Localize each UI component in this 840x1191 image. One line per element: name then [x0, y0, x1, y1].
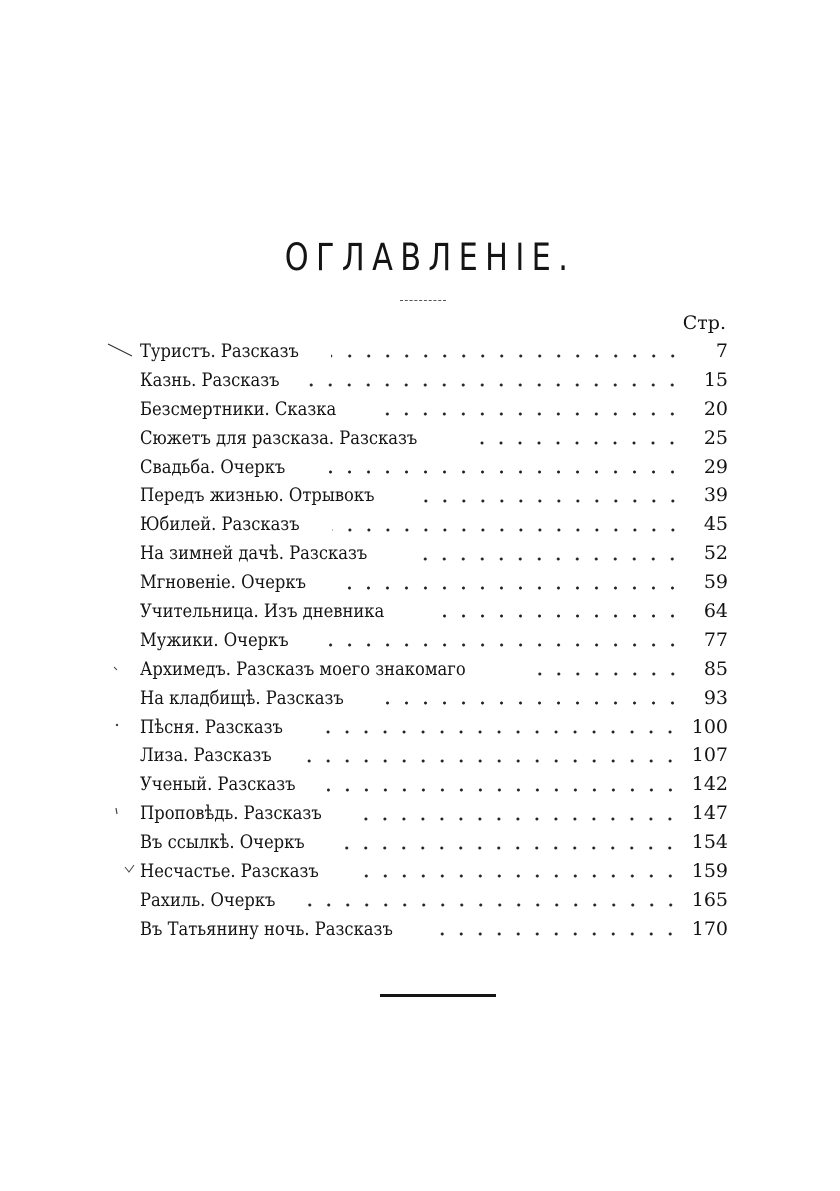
dot-leader	[331, 353, 682, 359]
dot-leader	[299, 758, 680, 764]
toc-entry-title: Туристъ. Разсказъ	[140, 340, 299, 362]
toc-entry-page: 64	[703, 600, 728, 623]
toc-entry-title: Лиза. Разсказъ	[140, 744, 272, 767]
toc-entry	[140, 424, 728, 453]
dot-leader	[383, 700, 682, 706]
toc-entry-page: 85	[703, 657, 728, 680]
dot-leader	[525, 671, 682, 677]
toc-entry-page: 100	[691, 715, 728, 738]
toc-entry	[140, 741, 728, 770]
toc-entry	[140, 395, 728, 424]
toc-entry-page: 170	[691, 917, 728, 940]
toc-entry-page: 52	[703, 542, 728, 565]
toc-entry	[140, 366, 728, 395]
toc-entry-page: 142	[691, 773, 728, 796]
dot-leader	[332, 527, 682, 533]
toc-entry-page: 15	[703, 368, 728, 391]
dot-leader	[357, 816, 679, 822]
toc-entry-title: Мгновеніе. Очеркъ	[140, 571, 307, 594]
toc-entry	[140, 915, 728, 944]
toc-entry-page: 7	[715, 340, 728, 362]
toc-entry	[140, 568, 728, 597]
dot-leader	[312, 729, 680, 735]
toc-entry-title: Казнь. Разсказъ	[140, 368, 280, 391]
dot-leader	[468, 440, 682, 446]
toc-entry-title: Ученый. Разсказъ	[140, 773, 296, 796]
pencil-dot-mark	[112, 664, 120, 672]
table-of-contents	[140, 337, 728, 944]
dot-leader	[354, 873, 680, 879]
toc-entry	[140, 799, 728, 828]
toc-entry-page: 159	[691, 860, 728, 883]
toc-entry-title: Передъ жизнью. Отрывокъ	[140, 484, 375, 507]
toc-entry-title: Свадьба. Очеркъ	[140, 455, 286, 478]
dot-leader	[410, 556, 682, 562]
toc-entry	[140, 886, 728, 915]
toc-entry-title: Въ Татьянину ночь. Разсказъ	[140, 917, 393, 940]
toc-entry-page: 107	[691, 744, 728, 767]
toc-entry-title: Сюжетъ для разсказа. Разсказъ	[140, 426, 418, 449]
toc-entry	[140, 626, 728, 655]
dot-leader	[374, 411, 682, 417]
toc-entry-page: 77	[703, 628, 728, 651]
toc-entry-title: На кладбищѣ. Разсказъ	[140, 686, 344, 709]
toc-entry	[140, 481, 728, 510]
toc-entry	[140, 770, 728, 799]
toc-entry-page: 93	[703, 686, 728, 709]
toc-entry	[140, 857, 728, 886]
dot-leader	[319, 642, 682, 648]
toc-entry-page: 29	[703, 455, 728, 478]
toc-entry	[140, 713, 728, 742]
page-column-header: Стр.	[682, 312, 726, 334]
toc-entry	[140, 539, 728, 568]
dot-leader	[308, 382, 682, 388]
dot-leader	[337, 845, 679, 851]
end-rule	[380, 994, 496, 997]
toc-entry-page: 154	[691, 831, 728, 854]
toc-entry-title: Рахиль. Очеркъ	[140, 888, 276, 911]
pencil-dot-mark	[114, 722, 120, 728]
pencil-dot-mark	[113, 806, 121, 816]
toc-entry-title: Проповѣдь. Разсказъ	[140, 802, 322, 825]
pencil-tick-mark	[106, 340, 134, 358]
title-divider	[400, 300, 446, 301]
toc-entry-page: 147	[691, 802, 728, 825]
toc-entry	[140, 828, 728, 857]
toc-entry-page: 59	[703, 571, 728, 594]
toc-entry-title: Въ ссылкѣ. Очеркъ	[140, 831, 305, 854]
dot-leader	[419, 498, 682, 504]
pencil-check-mark	[124, 864, 136, 874]
toc-entry-title: Мужики. Очеркъ	[140, 628, 289, 651]
toc-entry-page: 20	[703, 397, 728, 420]
toc-entry-title: Безсмертники. Сказка	[140, 397, 337, 420]
toc-entry-title: Архимедъ. Разсказъ моего знакомаго	[140, 657, 466, 680]
dot-leader	[304, 902, 680, 908]
toc-entry-page: 165	[691, 888, 728, 911]
toc-entry	[140, 655, 728, 684]
toc-entry-page: 39	[703, 484, 728, 507]
dot-leader	[327, 787, 680, 793]
toc-entry-title: Несчастье. Разсказъ	[140, 860, 319, 883]
toc-entry	[140, 337, 728, 366]
dot-leader	[440, 931, 680, 937]
toc-entry	[140, 453, 728, 482]
toc-entry-page: 45	[703, 513, 728, 536]
toc-entry	[140, 684, 728, 713]
dot-leader	[430, 613, 682, 619]
toc-entry-title: На зимней дачѣ. Разсказъ	[140, 542, 368, 565]
toc-entry-title: Пѣсня. Разсказъ	[140, 715, 283, 738]
dot-leader	[339, 585, 682, 591]
toc-entry-title: Учительница. Изъ дневника	[140, 600, 385, 623]
toc-entry	[140, 597, 728, 626]
page-title: ОГЛАВЛЕНІЕ.	[284, 236, 576, 279]
toc-entry-page: 25	[703, 426, 728, 449]
toc-entry	[140, 510, 728, 539]
toc-entry-title: Юбилей. Разсказъ	[140, 513, 300, 536]
dot-leader	[315, 469, 682, 475]
